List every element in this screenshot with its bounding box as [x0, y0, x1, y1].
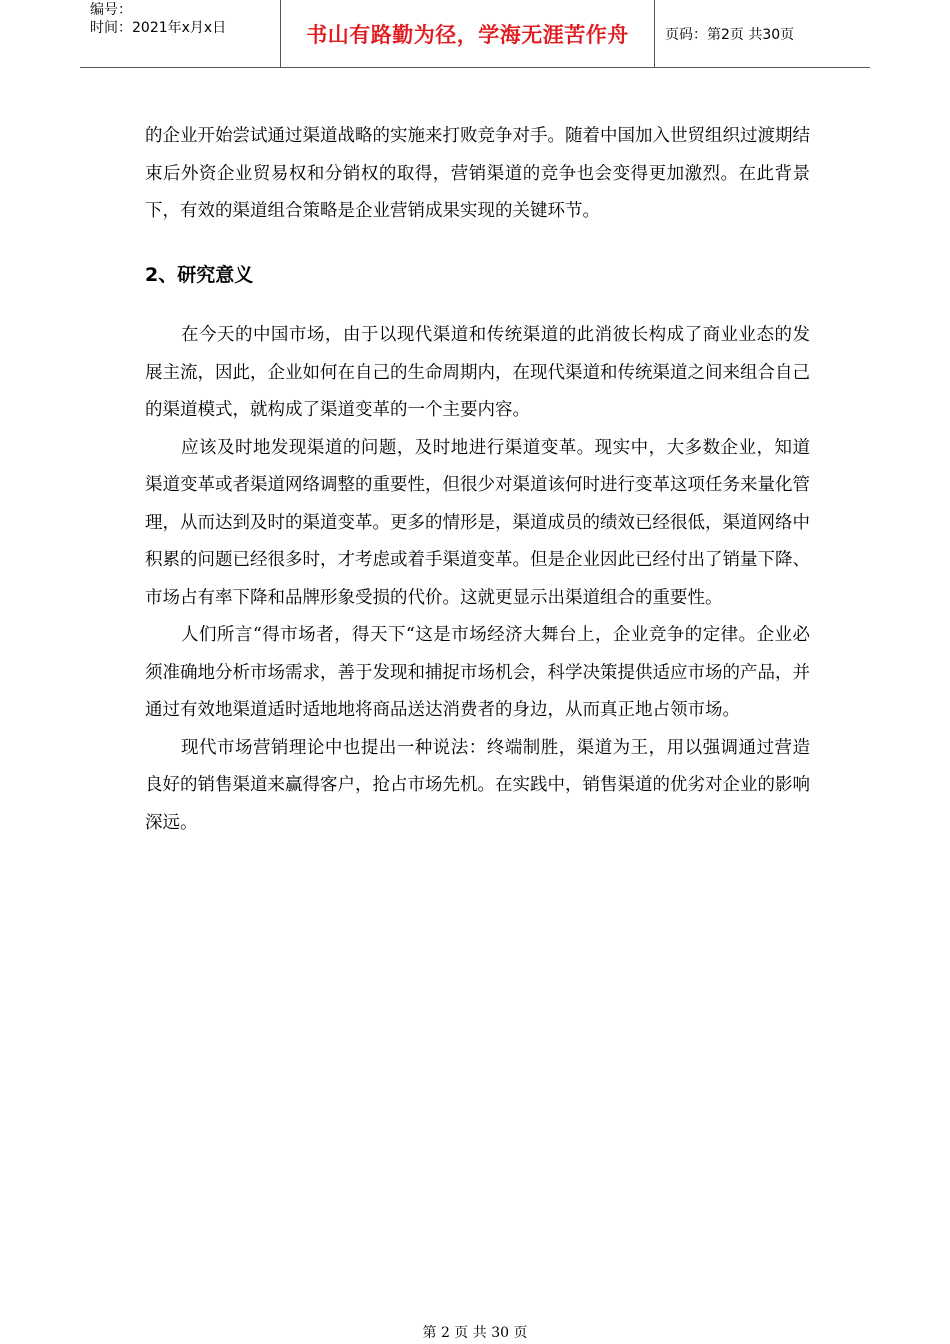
document-body	[145, 118, 810, 231]
page-footer: 第 2 页 共 30 页	[422, 1325, 528, 1341]
header-page-info: 页码：第2页 共30页	[665, 26, 795, 43]
header-motto: 书山有路勤为径，学海无涯苦作舟	[281, 0, 655, 67]
body-paragraph: 应该及时地发现渠道的问题，及时地进行渠道变革。现实中，大多数企业，知道渠道变革或者渠道网络调整的重要性，但很少对渠道该何时进行变革这项任务来量化管理，从而达到及时的渠道变革。更多的情形是，渠道成员的绩效已经很低，渠道网络中积累的问题已经很多时，才考虑或着手渠道变革。但是企业因此已经付出了销量下降、市场占有率下降和品牌形象受损的代价。这就更显示出渠道组合的重要性。	[145, 437, 810, 608]
page-header	[80, 0, 870, 68]
number-label: 编号：	[90, 2, 132, 18]
section-body	[145, 317, 810, 842]
intro-paragraph: 的企业开始尝试通过渠道战略的实施来打败竞争对手。随着中国加入世贸组织过渡期结束后外资企业贸易权和分销权的取得，营销渠道的竞争也会变得更加激烈。在此背景下，有效的渠道组合策略是企业营销成果实现的关键环节。	[145, 126, 810, 221]
section-title: 2、研究意义	[145, 264, 254, 286]
body-paragraph: 人们所言“得市场者，得天下“这是市场经济大舞台上，企业竞争的定律。企业必须准确地分析市场需求，善于发现和捕捉市场机会，科学决策提供适应市场的产品，并通过有效地渠道适时适地地将商品送达消费者的身边，从而真正地占领市场。	[145, 625, 810, 720]
date-label: 时间：2021年x月x日	[90, 20, 227, 36]
body-paragraph: 现代市场营销理论中也提出一种说法：终端制胜，渠道为王，用以强调通过营造良好的销售渠道来赢得客户，抢占市场先机。在实践中，销售渠道的优劣对企业的影响深远。	[145, 737, 810, 833]
header-meta	[80, 0, 281, 67]
body-paragraph: 在今天的中国市场，由于以现代渠道和传统渠道的此消彼长构成了商业业态的发展主流，因此，企业如何在自己的生命周期内，在现代渠道和传统渠道之间来组合自己的渠道模式，就构成了渠道变革的一个主要内容。	[145, 325, 810, 420]
